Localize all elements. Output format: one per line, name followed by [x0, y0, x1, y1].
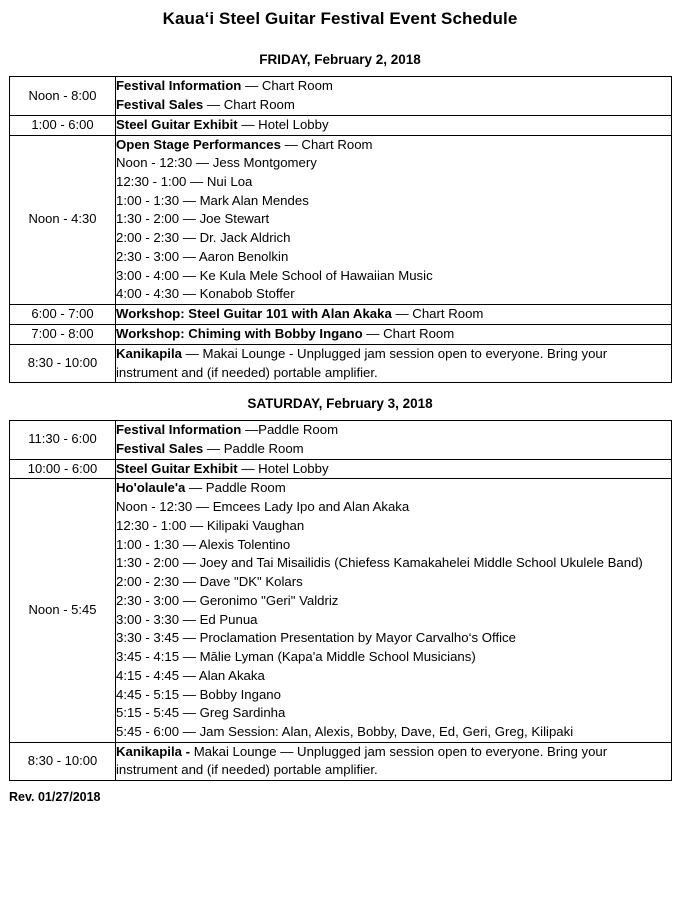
- event-line-text: — Chart Room: [280, 136, 373, 152]
- event-line-text: 1:00 - 1:30 — Alexis Tolentino: [116, 536, 291, 552]
- event-line-lead: Ho'olaule'a: [116, 480, 186, 496]
- event-line-text: 5:45 - 6:00 — Jam Session: Alan, Alexis, Bobby, Dave, Ed, Geri, Greg, Kilipaki: [116, 724, 574, 740]
- event-line-text: 2:30 - 3:00 — Geronimo "Geri" Valdriz: [116, 592, 339, 608]
- event-line-lead: Festival Sales: [116, 96, 204, 112]
- event-line: [116, 210, 671, 229]
- event-line: [116, 96, 671, 115]
- table-row: [10, 742, 672, 780]
- event-line: [116, 460, 671, 479]
- event-line: [116, 517, 671, 536]
- event-line-lead: Festival Information: [116, 78, 242, 94]
- event-line-text: — Chart Room: [391, 306, 484, 322]
- event-line: [116, 136, 671, 155]
- event-description: [116, 77, 672, 115]
- event-line: [116, 479, 671, 498]
- event-line: [116, 192, 671, 211]
- event-line: [116, 267, 671, 286]
- table-row: [10, 421, 672, 459]
- event-line-text: 3:00 - 3:30 — Ed Punua: [116, 611, 258, 627]
- event-line-text: — Makai Lounge - Unplugged jam session open to everyone. Bring your instrument and (if needed) portable amplifier.: [116, 345, 608, 380]
- event-line-lead: Festival Sales: [116, 440, 204, 456]
- event-line: [116, 629, 671, 648]
- event-line-text: — Chart Room: [241, 78, 333, 94]
- event-line-text: 2:00 - 2:30 — Dave "DK" Kolars: [116, 574, 303, 590]
- event-time: Noon - 4:30: [10, 135, 116, 305]
- event-line-lead: Kanikapila -: [116, 743, 191, 759]
- event-line-lead: Workshop: Chiming with Bobby Ingano: [116, 326, 363, 342]
- event-line-text: 12:30 - 1:00 — Kilipaki Vaughan: [116, 517, 305, 533]
- event-line: [116, 498, 671, 517]
- event-line-text: — Chart Room: [362, 326, 455, 342]
- table-row: [10, 135, 672, 305]
- table-row: [10, 344, 672, 382]
- event-line-text: 1:00 - 1:30 — Mark Alan Mendes: [116, 192, 309, 208]
- event-description: [116, 325, 672, 345]
- event-line-text: Makai Lounge — Unplugged jam session open to everyone. Bring your instrument and (if needed) portable amplifier.: [116, 743, 608, 778]
- event-time: 1:00 - 6:00: [10, 115, 116, 135]
- event-line: [116, 116, 671, 135]
- table-row: [10, 115, 672, 135]
- event-line-text: 1:30 - 2:00 — Joey and Tai Misailidis (Chiefess Kamakahelei Middle School Ukulele Band): [116, 555, 643, 571]
- revision-label: Rev. 01/27/2018: [9, 790, 101, 805]
- event-description: [116, 479, 672, 742]
- event-line: [116, 704, 671, 723]
- event-line-lead: Workshop: Steel Guitar 101 with Alan Akaka: [116, 306, 392, 322]
- table-row: [10, 459, 672, 479]
- event-line: [116, 173, 671, 192]
- event-time: 8:30 - 10:00: [10, 742, 116, 780]
- event-description: [116, 344, 672, 382]
- event-line-text: 2:30 - 3:00 — Aaron Benolkin: [116, 248, 289, 264]
- table-row: [10, 325, 672, 345]
- day-heading: FRIDAY, February 2, 2018: [259, 52, 421, 68]
- event-line-lead: Open Stage Performances: [116, 136, 281, 152]
- event-line: [116, 743, 671, 780]
- table-row: [10, 305, 672, 325]
- schedule-page: [0, 9, 680, 900]
- event-description: [116, 459, 672, 479]
- event-description: [116, 742, 672, 780]
- event-line-lead: Kanikapila: [116, 345, 182, 361]
- schedule-table: [9, 420, 672, 781]
- event-line: [116, 345, 671, 382]
- event-line-text: 3:45 - 4:15 — Mālie Lyman (Kapa'a Middle School Musicians): [116, 649, 476, 665]
- table-row: [10, 479, 672, 742]
- event-line-text: 1:30 - 2:00 — Joe Stewart: [116, 211, 270, 227]
- event-line: [116, 723, 671, 742]
- event-line-text: — Paddle Room: [203, 440, 304, 456]
- event-line-lead: Steel Guitar Exhibit: [116, 460, 238, 476]
- event-time: 6:00 - 7:00: [10, 305, 116, 325]
- event-line-text: — Paddle Room: [185, 480, 286, 496]
- event-line: [116, 440, 671, 459]
- day-heading: SATURDAY, February 3, 2018: [247, 396, 433, 412]
- event-line: [116, 554, 671, 573]
- event-line-text: 4:15 - 4:45 — Alan Akaka: [116, 667, 265, 683]
- event-time: Noon - 8:00: [10, 77, 116, 115]
- event-line-text: — Hotel Lobby: [237, 460, 329, 476]
- event-line: [116, 325, 671, 344]
- event-description: [116, 115, 672, 135]
- event-line: [116, 77, 671, 96]
- event-line: [116, 154, 671, 173]
- event-line: [116, 648, 671, 667]
- event-time: Noon - 5:45: [10, 479, 116, 742]
- page-title: Kauaʻi Steel Guitar Festival Event Schedule: [162, 9, 518, 28]
- event-line-text: Noon - 12:30 — Emcees Lady Ipo and Alan Akaka: [116, 499, 410, 515]
- event-line: [116, 686, 671, 705]
- event-line-text: 3:00 - 4:00 — Ke Kula Mele School of Hawaiian Music: [116, 267, 433, 283]
- event-line: [116, 611, 671, 630]
- event-time: 8:30 - 10:00: [10, 344, 116, 382]
- event-line-text: Noon - 12:30 — Jess Montgomery: [116, 155, 317, 171]
- event-time: 11:30 - 6:00: [10, 421, 116, 459]
- event-line-lead: Steel Guitar Exhibit: [116, 116, 238, 132]
- event-line-text: 2:00 - 2:30 — Dr. Jack Aldrich: [116, 230, 291, 246]
- event-line-text: 4:00 - 4:30 — Konabob Stoffer: [116, 286, 295, 302]
- event-line: [116, 667, 671, 686]
- event-line-text: 4:45 - 5:15 — Bobby Ingano: [116, 686, 281, 702]
- event-line: [116, 573, 671, 592]
- event-time: 10:00 - 6:00: [10, 459, 116, 479]
- event-time: 7:00 - 8:00: [10, 325, 116, 345]
- event-line: [116, 229, 671, 248]
- event-line-text: —Paddle Room: [241, 422, 339, 438]
- event-line-text: — Hotel Lobby: [237, 116, 329, 132]
- event-line-text: 12:30 - 1:00 — Nui Loa: [116, 174, 253, 190]
- table-row: [10, 77, 672, 115]
- schedule-table: [9, 76, 672, 383]
- event-line-text: — Chart Room: [203, 96, 295, 112]
- event-line: [116, 285, 671, 304]
- event-line: [116, 305, 671, 324]
- event-line-lead: Festival Information: [116, 422, 242, 438]
- event-line: [116, 248, 671, 267]
- event-line-text: 5:15 - 5:45 — Greg Sardinha: [116, 705, 286, 721]
- event-description: [116, 421, 672, 459]
- schedule-days: [0, 53, 680, 781]
- event-line-text: 3:30 - 3:45 — Proclamation Presentation by Mayor Carvalho‘s Office: [116, 630, 516, 646]
- event-line: [116, 592, 671, 611]
- event-description: [116, 305, 672, 325]
- event-description: [116, 135, 672, 305]
- event-line: [116, 421, 671, 440]
- event-line: [116, 536, 671, 555]
